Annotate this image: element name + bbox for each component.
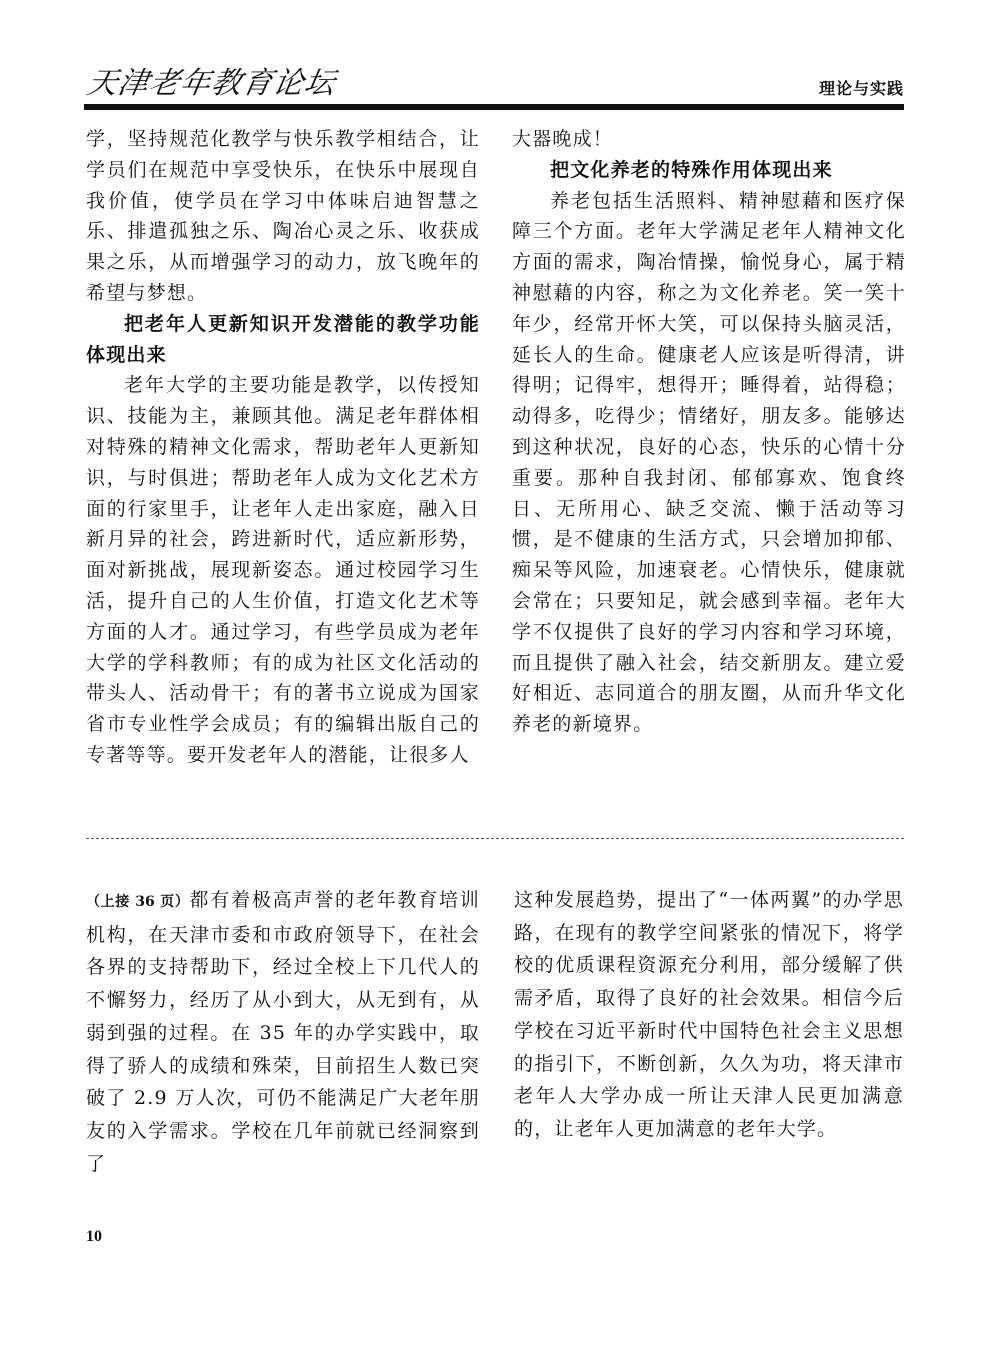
- paragraph: 大器晚成！: [512, 128, 614, 150]
- journal-title-logo: 天津老年教育论坛: [84, 66, 339, 101]
- page-header: [84, 58, 904, 108]
- right-column-bottom: [514, 884, 904, 1146]
- paragraph: [86, 884, 480, 1180]
- section-heading: 把文化养老的特殊作用体现出来: [550, 158, 833, 181]
- right-column-top: [512, 124, 906, 740]
- paragraph: 养老包括生活照料、精神慰藉和医疗保障三个方面。老年大学满足老年人精神文化方面的需求，陶冶情操，愉悦身心，属于精神慰藉的内容，称之为文化养老。笑一笑十年少，经常开怀大笑，可以保持头脑灵活，延长人的生命。健康老人应该是听得清，讲得明；记得牢，想得开；睡得着，站得稳；动得多，吃得少；情绪好，朋友多。能够达到这种状况，良好的心态，快乐的心情十分重要。那种自我封闭、郁郁寡欢、饱食终日、无所用心、缺乏交流、懒于活动等习惯，是不健康的生活方式，只会增加抑郁、痴呆等风险，加速衰老。心情快乐，健康就会常在；只要知足，就会感到幸福。老年大学不仅提供了良好的学习内容和学习环境，而且提供了融入社会，结交新朋友。建立爱好相近、志同道合的朋友圈，从而升华文化养老的新境界。: [512, 189, 906, 736]
- continuation-note: （上接 36 页）: [86, 894, 190, 910]
- page-number: 10: [86, 1228, 102, 1245]
- paragraph: 这种发展趋势，提出了“一体两翼”的办学思路，在现有的教学空间紧张的情况下，将学校的优质课程资源充分利用，部分缓解了供需矛盾，取得了良好的社会效果。相信今后学校在习近平新时代中国特色社会主义思想的指引下，不断创新，久久为功，将天津市老年人大学办成一所让天津人民更加满意的，让老年人更加满意的老年大学。: [514, 889, 904, 1140]
- paragraph: 老年大学的主要功能是教学，以传授知识、技能为主，兼顾其他。满足老年群体相对特殊的精神文化需求，帮助老年人更新知识，与时俱进；帮助老年人成为文化艺术方面的行家里手，让老年人走出家庭，融入日新月异的社会，跨进新时代，适应新形势，面对新挑战，展现新姿态。通过校园学习生活，提升自己的人生价值，打造文化艺术等方面的人才。通过学习，有些学员成为老年大学的学科教师；有的成为社区文化活动的带头人、活动骨干；有的著书立说成为国家省市专业性学会成员；有的编辑出版自己的专著等等。要开发老年人的潜能，让很多人: [86, 374, 480, 766]
- section-heading: 把老年人更新知识开发潜能的教学功能体现出来: [86, 312, 480, 366]
- section-label: 理论与实践: [818, 79, 904, 98]
- header-rule: [84, 104, 904, 110]
- dashed-divider: [86, 838, 904, 839]
- paragraph: 学，坚持规范化教学与快乐教学相结合，让学员们在规范中享受快乐，在快乐中展现自我价值，使学员在学习中体味启迪智慧之乐、排遣孤独之乐、陶冶心灵之乐、收获成果之乐，从而增强学习的动力，放飞晚年的希望与梦想。: [86, 128, 480, 304]
- paragraph-text: 都有着极高声誉的老年教育培训机构，在天津市委和市政府领导下，在社会各界的支持帮助下，经过全校上下几代人的不懈努力，经历了从小到大，从无到有，从弱到强的过程。在 35 年的办学实践中，取得了骄人的成绩和殊荣，目前招生人数已突破了 2.9 万人次，可仍不能满足广大老年朋友的入学需求。学校在几年前就已经洞察到了: [86, 889, 480, 1175]
- left-column-top: [86, 124, 480, 771]
- left-column-bottom: [86, 884, 480, 1180]
